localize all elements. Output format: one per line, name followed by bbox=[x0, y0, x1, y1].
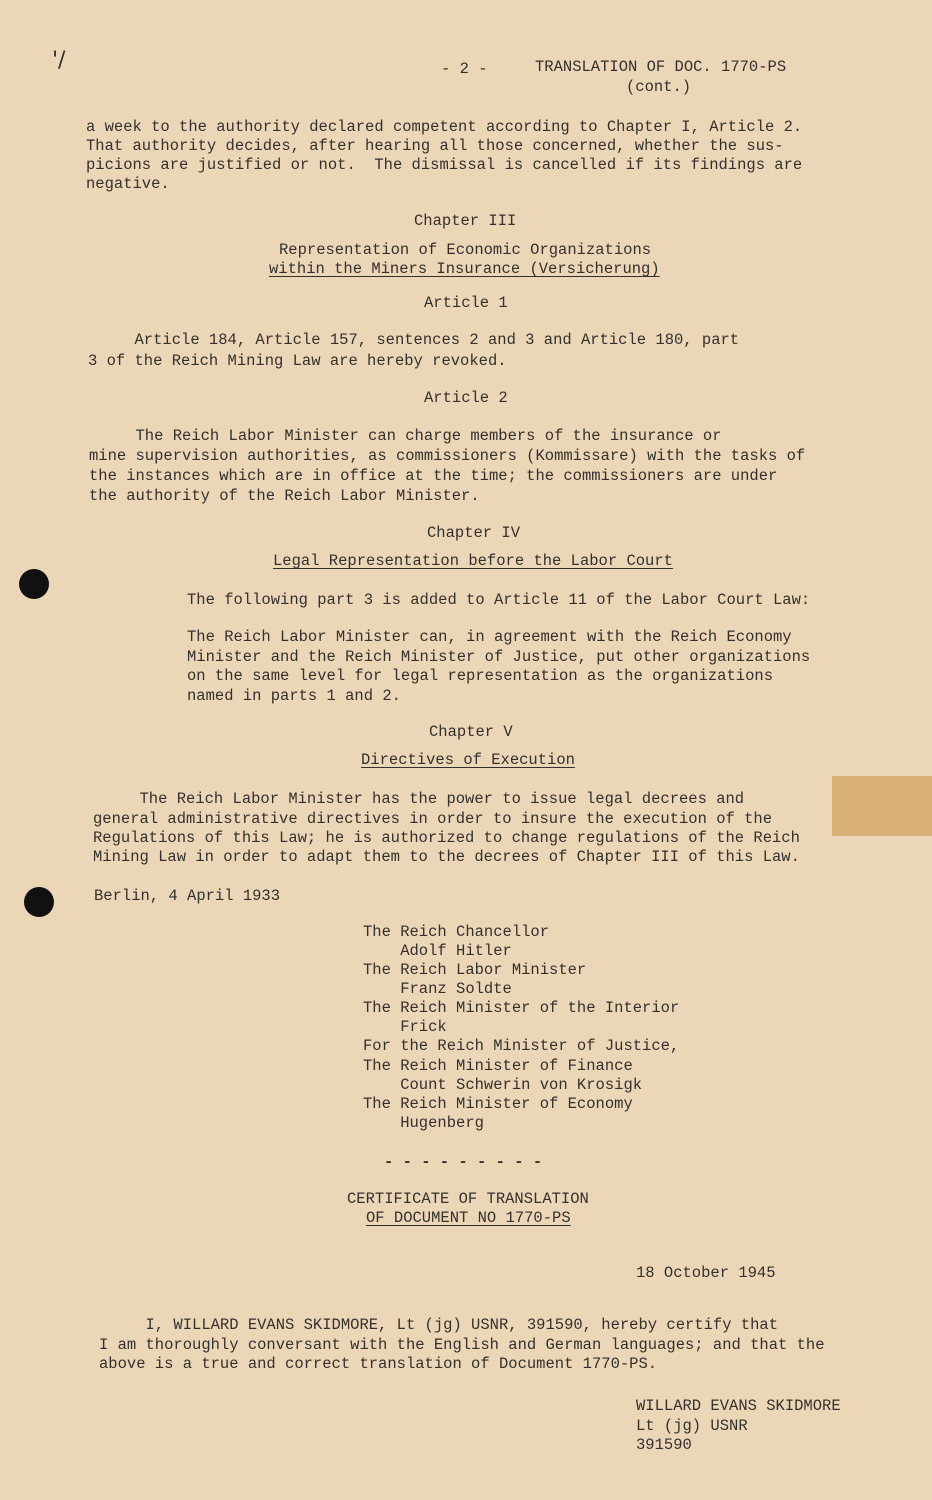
chapter-subtitle: Directives of Execution bbox=[361, 751, 575, 769]
quote-line: on the same level for legal representation as the organizations bbox=[187, 667, 773, 685]
article-heading: Article 1 bbox=[424, 294, 508, 312]
text-line: general administrative directives in order to insure the execution of the bbox=[93, 810, 773, 828]
signatory-line: Hugenberg bbox=[363, 1114, 484, 1132]
text-line: The Reich Labor Minister has the power to issue legal decrees and bbox=[93, 790, 745, 808]
certificate-title: CERTIFICATE OF TRANSLATION bbox=[347, 1190, 589, 1208]
chapter-heading: Chapter III bbox=[414, 212, 517, 230]
corner-mark: '/ bbox=[52, 48, 66, 73]
chapter-subtitle: Representation of Economic Organizations bbox=[279, 241, 652, 259]
quote-line: The Reich Labor Minister can, in agreement with the Reich Economy bbox=[187, 628, 792, 646]
signatory-line: The Reich Minister of Finance bbox=[363, 1057, 633, 1075]
text-line: negative. bbox=[86, 175, 170, 193]
signatory-line: Adolf Hitler bbox=[363, 942, 512, 960]
signatory-line: Franz Soldte bbox=[363, 980, 512, 998]
punch-hole bbox=[24, 887, 54, 917]
text-line: The following part 3 is added to Article 11 of the Labor Court Law: bbox=[187, 591, 811, 609]
chapter-heading: Chapter V bbox=[429, 723, 513, 741]
text-line: mine supervision authorities, as commissioners (Kommissare) with the tasks of bbox=[89, 447, 806, 465]
certificate-date: 18 October 1945 bbox=[636, 1264, 776, 1282]
signatory-line: Count Schwerin von Krosigk bbox=[363, 1076, 643, 1094]
signature-line: Lt (jg) USNR bbox=[636, 1417, 748, 1435]
chapter-subtitle: within the Miners Insurance (Versicherung) bbox=[269, 260, 660, 278]
signatory-line: The Reich Chancellor bbox=[363, 923, 550, 941]
doc-title: TRANSLATION OF DOC. 1770-PS bbox=[535, 58, 787, 76]
text-line: picions are justified or not. The dismissal is cancelled if its findings are bbox=[86, 156, 803, 174]
place-date: Berlin, 4 April 1933 bbox=[94, 887, 281, 905]
chapter-heading: Chapter IV bbox=[427, 524, 521, 542]
tape-mark bbox=[832, 776, 932, 836]
chapter-subtitle: Legal Representation before the Labor Court bbox=[273, 552, 673, 570]
text-line: I am thoroughly conversant with the English and German languages; and that the bbox=[99, 1336, 825, 1354]
text-line: The Reich Labor Minister can charge members of the insurance or bbox=[89, 427, 722, 445]
article-heading: Article 2 bbox=[424, 389, 508, 407]
quote-line: Minister and the Reich Minister of Justice, put other organizations bbox=[187, 648, 811, 666]
text-line: Regulations of this Law; he is authorized to change regulations of the Reich bbox=[93, 829, 800, 847]
text-line: 3 of the Reich Mining Law are hereby revoked. bbox=[88, 352, 507, 370]
text-line: Mining Law in order to adapt them to the decrees of Chapter III of this Law. bbox=[93, 848, 800, 866]
signature-line: WILLARD EVANS SKIDMORE bbox=[636, 1397, 841, 1415]
text-line: above is a true and correct translation of Document 1770-PS. bbox=[99, 1355, 658, 1373]
signatory-line: For the Reich Minister of Justice, bbox=[363, 1037, 680, 1055]
signatory-line: Frick bbox=[363, 1018, 447, 1036]
quote-line: named in parts 1 and 2. bbox=[187, 687, 401, 705]
page-number: - 2 - bbox=[441, 60, 488, 78]
signatory-line: The Reich Labor Minister bbox=[363, 961, 587, 979]
text-line: the authority of the Reich Labor Minister. bbox=[89, 487, 480, 505]
signatory-line: The Reich Minister of the Interior bbox=[363, 999, 680, 1017]
certificate-title: OF DOCUMENT NO 1770-PS bbox=[366, 1209, 571, 1227]
punch-hole bbox=[19, 569, 49, 599]
separator: - - - - - - - - - bbox=[384, 1153, 543, 1171]
signature-line: 391590 bbox=[636, 1436, 692, 1454]
text-line: That authority decides, after hearing all those concerned, whether the sus- bbox=[86, 137, 784, 155]
text-line: the instances which are in office at the time; the commissioners are under bbox=[89, 467, 778, 485]
text-line: I, WILLARD EVANS SKIDMORE, Lt (jg) USNR, 391590, hereby certify that bbox=[99, 1316, 779, 1334]
text-line: Article 184, Article 157, sentences 2 and 3 and Article 180, part bbox=[88, 331, 740, 349]
text-line: a week to the authority declared competent according to Chapter I, Article 2. bbox=[86, 118, 803, 136]
signatory-line: The Reich Minister of Economy bbox=[363, 1095, 633, 1113]
doc-title-cont: (cont.) bbox=[626, 78, 692, 96]
